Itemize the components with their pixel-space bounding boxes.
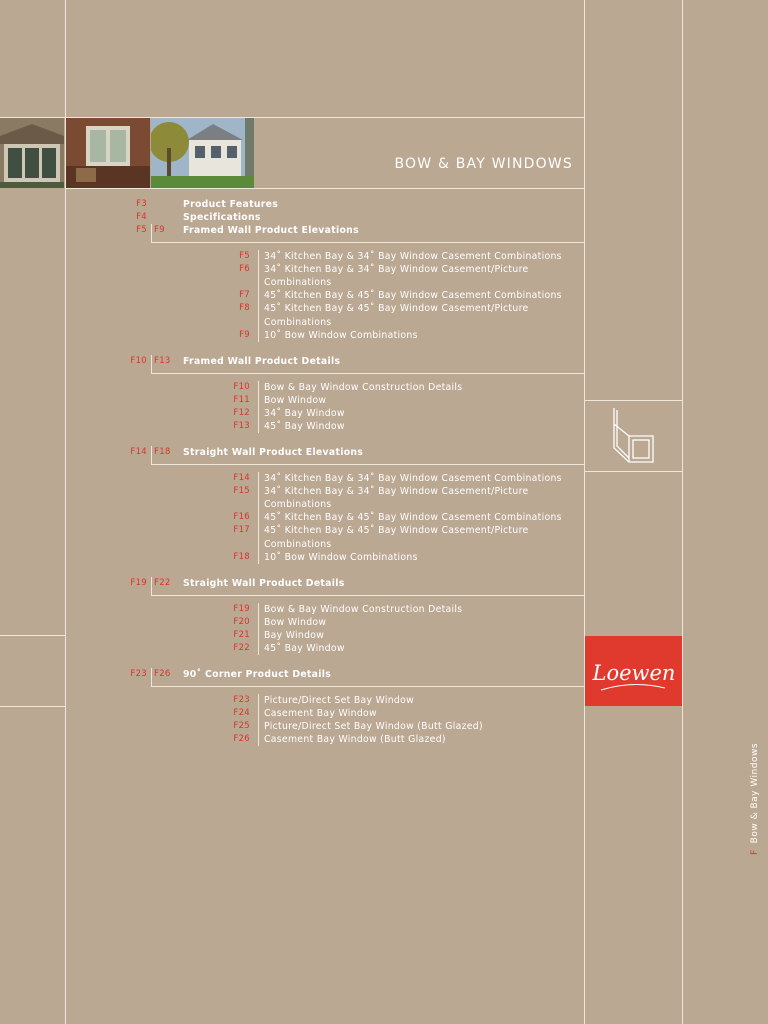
section-heading: Straight Wall Product Elevations: [183, 447, 364, 458]
svg-text:FBow & Bay Windows: [750, 743, 760, 855]
page-title: BOW & BAY WINDOWS: [394, 156, 573, 172]
item-code: F16: [233, 512, 250, 523]
item-code: F20: [233, 617, 250, 628]
item-divider: [258, 250, 259, 342]
side-label: [748, 735, 760, 855]
item-label: 10˚ Bow Window Combinations: [264, 551, 418, 563]
item-label: 45˚ Bay Window: [264, 421, 345, 433]
item-label: Combinations: [264, 538, 332, 550]
section-code-start: F10: [130, 356, 147, 366]
item-label: 45˚ Bay Window: [264, 643, 345, 655]
item-label: 34˚ Kitchen Bay & 34˚ Bay Window Casement/Picture: [264, 486, 529, 498]
section-rule: [151, 242, 584, 243]
item-label: 10˚ Bow Window Combinations: [264, 329, 418, 341]
item-label: 45˚ Kitchen Bay & 45˚ Bay Window Casement/Picture: [264, 303, 529, 315]
section-heading: Framed Wall Product Elevations: [183, 225, 359, 236]
item-label: Combinations: [264, 277, 332, 289]
item-code: F26: [233, 734, 250, 745]
item-label: 45˚ Kitchen Bay & 45˚ Bay Window Casement Combinations: [264, 512, 562, 524]
item-divider: [258, 603, 259, 655]
item-code: F24: [233, 708, 250, 719]
section-heading: Straight Wall Product Details: [183, 578, 345, 589]
section-code-end: F18: [154, 447, 171, 457]
item-code: F17: [233, 525, 250, 536]
section-connector: [151, 454, 152, 464]
item-code: F25: [233, 721, 250, 732]
item-label: Combinations: [264, 316, 332, 328]
section-code-end: F13: [154, 356, 171, 366]
item-label: Bow & Bay Window Construction Details: [264, 382, 463, 393]
item-label: Bow Window: [264, 617, 327, 629]
item-label: Bay Window: [264, 630, 325, 642]
item-code: F15: [233, 486, 250, 497]
item-divider: [258, 472, 259, 564]
section-rule: [151, 595, 584, 596]
section-rule: [151, 686, 584, 687]
section-heading: Specifications: [183, 212, 261, 223]
section-heading: Framed Wall Product Details: [183, 356, 341, 367]
item-code: F19: [233, 604, 250, 614]
item-code: F10: [233, 382, 250, 392]
section-code-start: F23: [130, 669, 147, 679]
section-connector: [151, 363, 152, 373]
section-code-end: F22: [154, 578, 171, 588]
item-code: F23: [233, 695, 250, 705]
item-label: Casement Bay Window (Butt Glazed): [264, 734, 446, 746]
item-label: Casement Bay Window: [264, 708, 377, 720]
item-label: 45˚ Kitchen Bay & 45˚ Bay Window Casement Combinations: [264, 290, 562, 302]
item-label: Bow & Bay Window Construction Details: [264, 604, 463, 615]
item-label: 34˚ Kitchen Bay & 34˚ Bay Window Casement Combinations: [264, 473, 562, 484]
item-label: Picture/Direct Set Bay Window (Butt Glazed): [264, 721, 483, 733]
item-divider: [258, 694, 259, 746]
loewen-logo: [585, 636, 682, 706]
item-code: F12: [233, 408, 250, 419]
item-code: F6: [239, 264, 250, 275]
item-label: Combinations: [264, 499, 332, 511]
section-code-start: F14: [130, 447, 147, 457]
side-label-letter: F: [750, 849, 760, 855]
side-label-text: Bow & Bay Windows: [750, 742, 760, 844]
item-code: F5: [239, 251, 250, 261]
bay-window-icon: [585, 400, 682, 471]
section-code-start: F5: [136, 225, 147, 235]
section-heading: 90˚ Corner Product Details: [183, 669, 332, 680]
item-label: Picture/Direct Set Bay Window: [264, 695, 415, 706]
section-connector: [151, 585, 152, 595]
section-code-end: F26: [154, 669, 171, 679]
section-code: F4: [136, 212, 147, 222]
section-code-end: F9: [154, 225, 165, 235]
section-rule: [151, 464, 584, 465]
section-rule: [151, 373, 584, 374]
section-code: F3: [136, 199, 147, 209]
item-divider: [258, 381, 259, 433]
item-code: F18: [233, 551, 250, 562]
item-label: 45˚ Kitchen Bay & 45˚ Bay Window Casement/Picture: [264, 525, 529, 537]
section-heading: Product Features: [183, 199, 279, 210]
brand-wordmark: Loewen: [592, 661, 676, 685]
item-code: F11: [233, 395, 250, 406]
item-code: F8: [239, 303, 250, 314]
item-label: 34˚ Kitchen Bay & 34˚ Bay Window Casement Combinations: [264, 251, 562, 262]
item-label: Bow Window: [264, 395, 327, 407]
item-code: F9: [239, 329, 250, 340]
section-connector: [151, 676, 152, 686]
item-code: F14: [233, 473, 250, 483]
item-code: F22: [233, 643, 250, 654]
item-code: F21: [233, 630, 250, 641]
item-code: F7: [239, 290, 250, 301]
item-code: F13: [233, 421, 250, 432]
section-connector: [151, 232, 152, 242]
item-label: 34˚ Bay Window: [264, 408, 345, 420]
section-code-start: F19: [130, 578, 147, 588]
item-label: 34˚ Kitchen Bay & 34˚ Bay Window Casement/Picture: [264, 264, 529, 276]
